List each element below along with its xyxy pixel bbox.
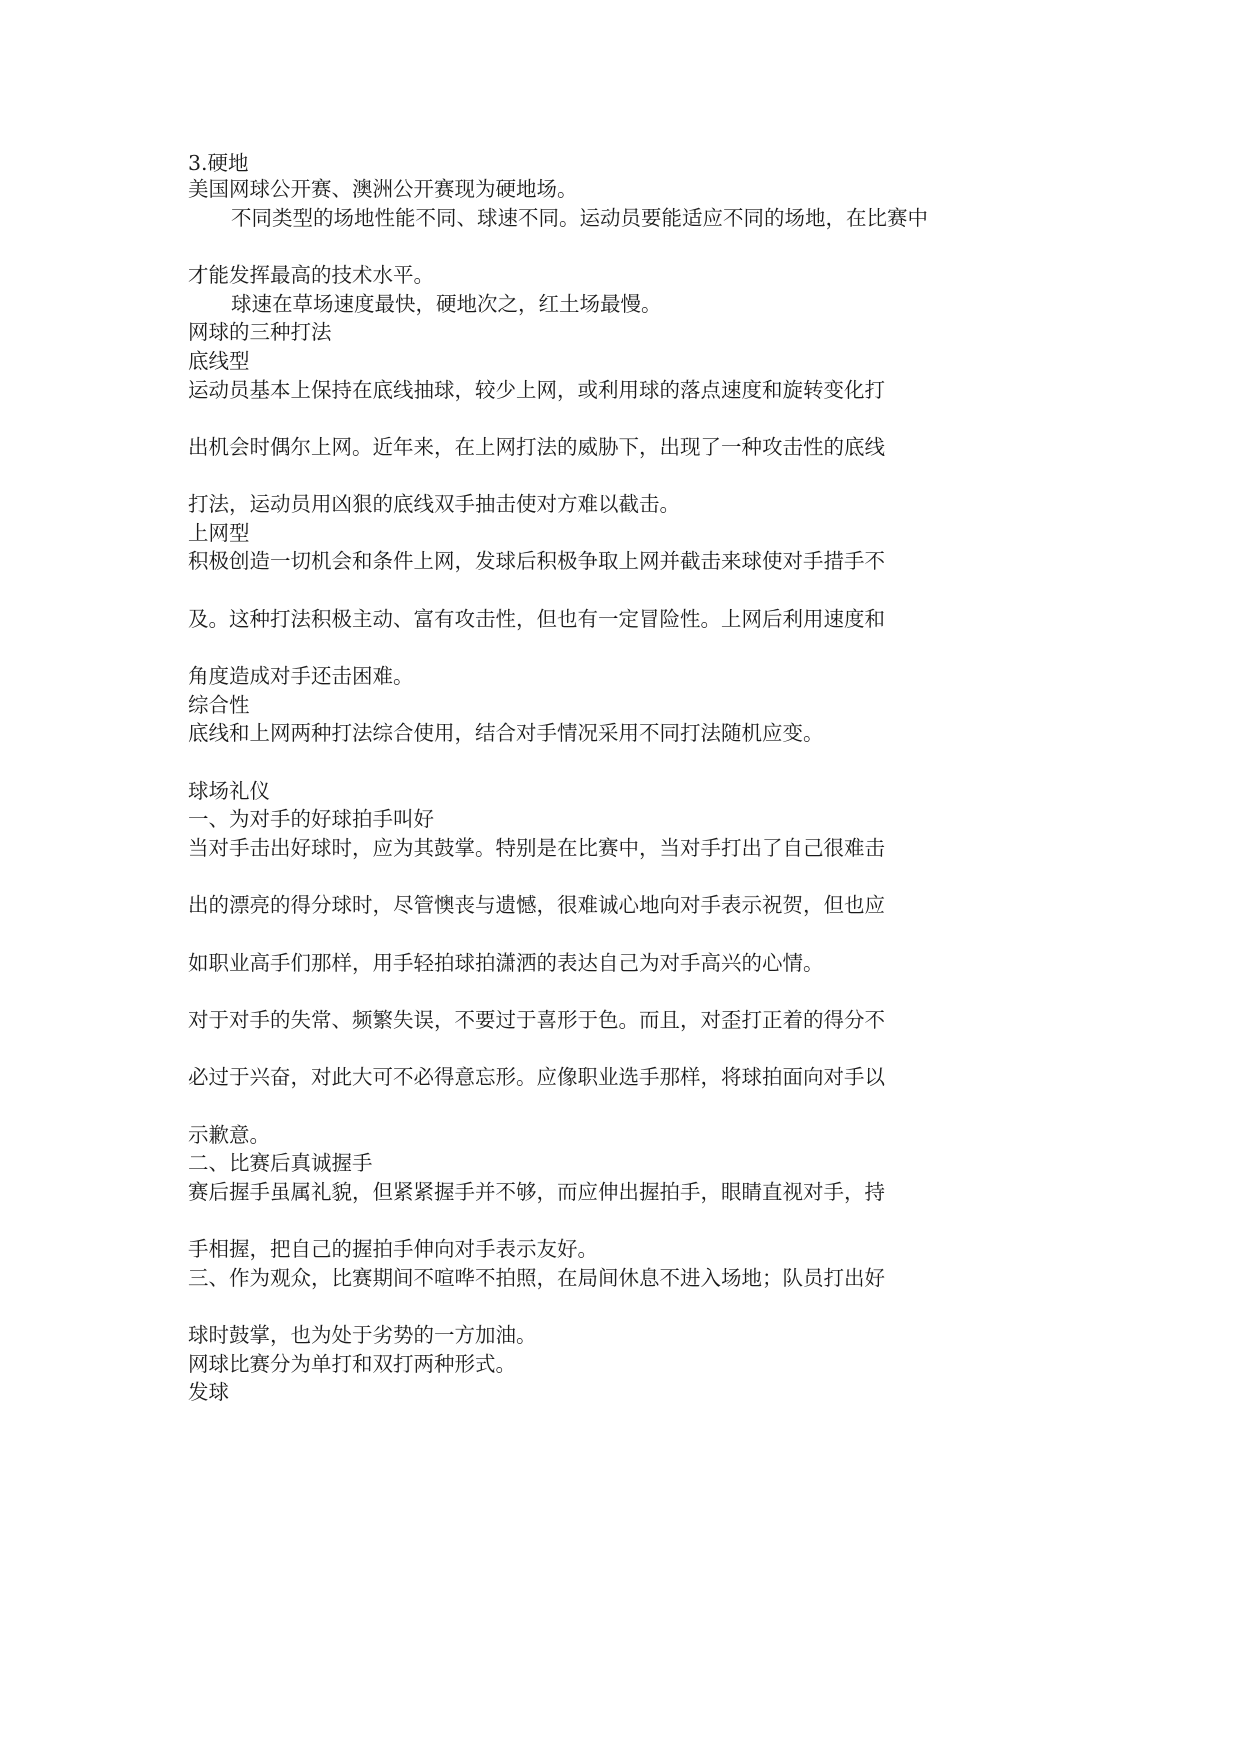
paragraph-line: 球时鼓掌，也为处于劣势的一方加油。 [188,1323,537,1347]
paragraph-line: 球速在草场速度最快，硬地次之，红土场最慢。 [231,292,662,316]
section-heading-etiquette: 球场礼仪 [188,779,270,803]
subheading-baseline: 底线型 [188,349,250,373]
paragraph-line: 必过于兴奋，对此大可不必得意忘形。应像职业选手那样，将球拍面向对手以 [188,1065,885,1089]
paragraph-line: 运动员基本上保持在底线抽球，较少上网，或利用球的落点速度和旋转变化打 [188,378,885,402]
section-heading-hard-court: 3.硬地 [188,151,249,175]
paragraph-line: 美国网球公开赛、澳洲公开赛现为硬地场。 [188,177,578,201]
subheading-handshake: 二、比赛后真诚握手 [188,1151,373,1175]
paragraph-line: 不同类型的场地性能不同、球速不同。运动员要能适应不同的场地，在比赛中 [231,206,928,230]
subheading-spectators: 三、作为观众，比赛期间不喧哗不拍照，在局间休息不进入场地；队员打出好 [188,1266,885,1290]
paragraph-line: 手相握，把自己的握拍手伸向对手表示友好。 [188,1237,598,1261]
paragraph-line: 打法，运动员用凶狠的底线双手抽击使对方难以截击。 [188,492,680,516]
subheading-applaud: 一、为对手的好球拍手叫好 [188,807,434,831]
paragraph-line: 出机会时偶尔上网。近年来，在上网打法的威胁下，出现了一种攻击性的底线 [188,435,885,459]
subheading-all-round: 综合性 [188,693,250,717]
paragraph-line: 及。这种打法积极主动、富有攻击性，但也有一定冒险性。上网后利用速度和 [188,607,885,631]
paragraph-line: 角度造成对手还击困难。 [188,664,414,688]
paragraph-line: 网球比赛分为单打和双打两种形式。 [188,1352,516,1376]
paragraph-line: 出的漂亮的得分球时，尽管懊丧与遗憾，很难诚心地向对手表示祝贺，但也应 [188,893,885,917]
paragraph-line: 对于对手的失常、频繁失误，不要过于喜形于色。而且，对歪打正着的得分不 [188,1008,885,1032]
paragraph-line: 当对手击出好球时，应为其鼓掌。特别是在比赛中，当对手打出了自己很难击 [188,836,885,860]
paragraph-line: 赛后握手虽属礼貌，但紧紧握手并不够，而应伸出握拍手，眼睛直视对手，持 [188,1180,885,1204]
paragraph-line: 积极创造一切机会和条件上网，发球后积极争取上网并截击来球使对手措手不 [188,549,885,573]
section-heading-serve: 发球 [188,1380,229,1404]
paragraph-line: 底线和上网两种打法综合使用，结合对手情况采用不同打法随机应变。 [188,721,824,745]
section-heading-play-styles: 网球的三种打法 [188,320,332,344]
subheading-net: 上网型 [188,521,250,545]
paragraph-line: 才能发挥最高的技术水平。 [188,263,434,287]
paragraph-line: 示歉意。 [188,1123,270,1147]
paragraph-line: 如职业高手们那样，用手轻拍球拍潇洒的表达自己为对手高兴的心情。 [188,951,824,975]
